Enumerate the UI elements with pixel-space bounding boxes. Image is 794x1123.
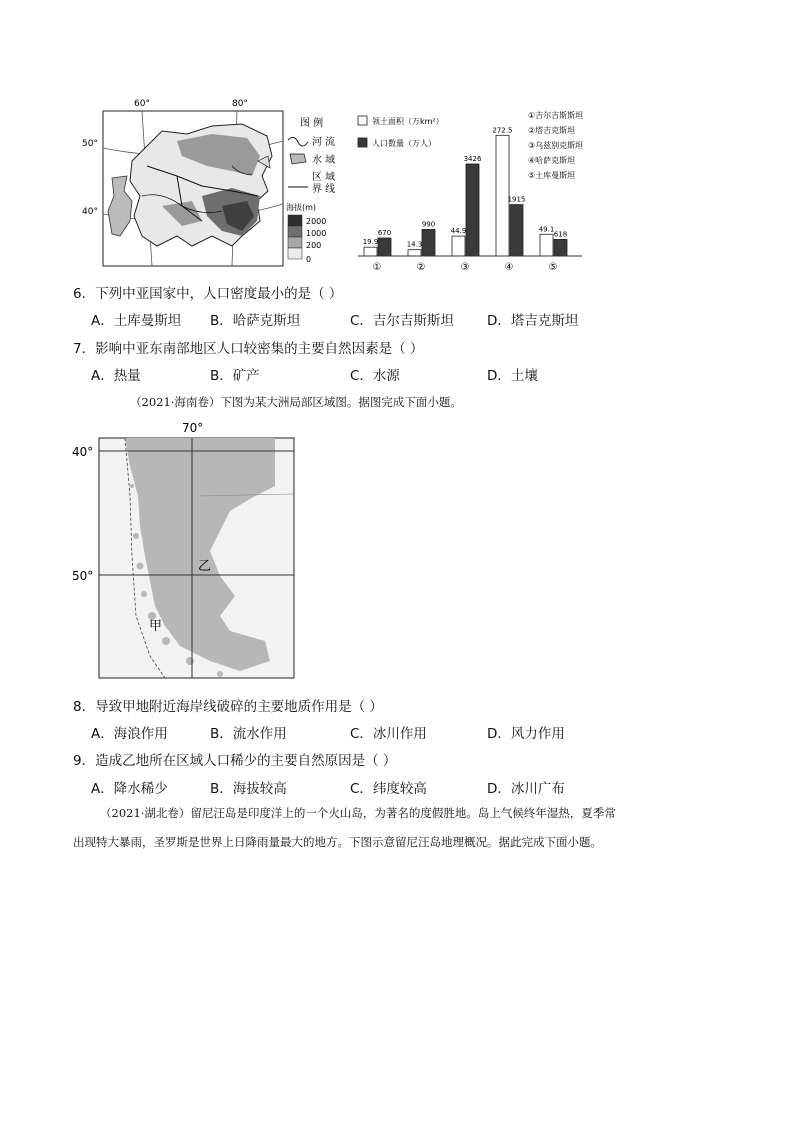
country-legend-1: ①吉尔吉斯斯坦 [528, 111, 584, 120]
bar-area-5 [540, 234, 553, 256]
map2-lat-label-50: 50° [72, 569, 94, 583]
bar-population-3 [466, 164, 479, 256]
legend-pop-label: 人口数量（万人） [372, 139, 436, 148]
legend-area-swatch [358, 116, 367, 125]
legend-river: 河 流 [312, 137, 336, 148]
q8-stem: 8．导致甲地附近海岸线破碎的主要地质作用是（ ） [73, 699, 383, 715]
country-legend-5: ⑤土库曼斯坦 [528, 171, 576, 180]
elevation-swatch-2000 [288, 215, 302, 226]
legend-pop-swatch [358, 138, 367, 147]
q7-stem: 7．影响中亚东南部地区人口较密集的主要自然因素是（ ） [73, 341, 424, 357]
q9-option-d[interactable]: D．冰川广布 [487, 781, 565, 797]
category-label-5: ⑤ [548, 262, 558, 273]
elevation-swatch-0 [288, 248, 302, 259]
map2-lat-label-40: 40° [72, 445, 94, 459]
patagonia-map-svg [70, 416, 300, 686]
q6-option-b[interactable]: B．哈萨克斯坦 [210, 313, 301, 329]
lat-label-50: 50° [82, 139, 98, 149]
lon-label-60: 60° [134, 99, 150, 109]
q8-option-c[interactable]: C．冰川作用 [350, 726, 427, 742]
river-symbol-icon [288, 137, 308, 146]
q6-option-d[interactable]: D．塔吉克斯坦 [487, 313, 579, 329]
bar-area-3 [452, 236, 465, 256]
q8-option-b[interactable]: B．流水作用 [210, 726, 287, 742]
q7-option-a[interactable]: A．热量 [91, 368, 141, 384]
intro-hubei-line2: 出现特大暴雨，圣罗斯是世界上日降雨量最大的地方。下图示意留尼汪岛地理概况。据此完成下面小题。 [73, 835, 602, 849]
label-population-2: 990 [421, 220, 436, 229]
label-area-3: 44.9 [450, 227, 467, 236]
place-label-jia: 甲 [149, 619, 163, 634]
q7-option-c[interactable]: C．水源 [350, 368, 400, 384]
legend-title: 图 例 [300, 118, 324, 129]
q8-option-d[interactable]: D．风力作用 [487, 726, 565, 742]
label-population-1: 670 [377, 229, 392, 238]
chart-svg [350, 106, 612, 276]
bar-population-5 [554, 239, 567, 256]
q9-option-c[interactable]: C．纬度较高 [350, 781, 427, 797]
legend-boundary: 界 线 [312, 184, 336, 195]
water-symbol-icon [290, 154, 306, 164]
category-label-1: ① [372, 262, 382, 273]
label-population-3: 3426 [463, 154, 482, 163]
elevation-swatch-200 [288, 237, 302, 248]
elevation-label-1000: 1000 [306, 229, 327, 238]
legend-water: 水 域 [312, 155, 336, 166]
elevation-label-0: 0 [306, 255, 312, 264]
category-label-2: ② [416, 262, 426, 273]
bar-area-2 [408, 250, 421, 256]
q6-option-a[interactable]: A．土库曼斯坦 [91, 313, 182, 329]
patagonia-map [70, 416, 300, 686]
q7-option-b[interactable]: B．矿产 [210, 368, 260, 384]
country-legend-2: ②塔吉克斯坦 [528, 126, 576, 135]
bar-population-4 [510, 205, 523, 256]
elevation-title: 海拔(m) [286, 203, 317, 212]
label-population-4: 1915 [507, 195, 526, 204]
label-area-4: 272.5 [492, 126, 513, 135]
elevation-label-2000: 2000 [306, 217, 327, 226]
q8-option-a[interactable]: A．海浪作用 [91, 726, 168, 742]
elevation-swatch-1000 [288, 226, 302, 237]
map1-legend [286, 112, 356, 272]
q6-option-c[interactable]: C．吉尔吉斯斯坦 [350, 313, 454, 329]
place-label-yi: 乙 [198, 559, 212, 574]
intro-hainan: （2021·海南卷）下图为某大洲局部区域图。据图完成下面小题。 [130, 395, 462, 409]
category-label-3: ③ [460, 262, 470, 273]
intro-hubei-line1: （2021·湖北卷）留尼汪岛是印度洋上的一个火山岛，为著名的度假胜地。岛上气候终年湿热，夏季常 [100, 806, 616, 820]
legend-area-label: 领土面积（万km²） [372, 117, 444, 126]
elevation-label-200: 200 [306, 241, 322, 250]
q9-option-a[interactable]: A．降水稀少 [91, 781, 168, 797]
lon-label-80: 80° [232, 99, 248, 109]
q7-option-d[interactable]: D．土壤 [487, 368, 538, 384]
lat-label-40: 40° [82, 207, 98, 217]
map1-legend-svg [286, 112, 356, 272]
country-legend-3: ③乌兹别克斯坦 [528, 141, 584, 150]
label-area-1: 19.9 [362, 238, 379, 247]
legend-region: 区 域 [312, 172, 336, 183]
q9-option-b[interactable]: B．海拔较高 [210, 781, 287, 797]
q9-stem: 9．造成乙地所在区域人口稀少的主要自然原因是（ ） [73, 753, 397, 769]
bar-population-2 [422, 229, 435, 256]
bar-area-1 [364, 247, 377, 256]
q6-stem: 6．下列中亚国家中，人口密度最小的是（ ） [73, 286, 343, 302]
label-area-2: 14.3 [406, 240, 423, 249]
label-area-5: 49.1 [538, 225, 555, 234]
map2-lon-label: 70° [182, 421, 204, 435]
category-label-4: ④ [504, 262, 514, 273]
bar-population-1 [378, 238, 391, 256]
country-legend-4: ④哈萨克斯坦 [528, 156, 576, 165]
label-population-5: 618 [553, 230, 568, 239]
population-area-chart [350, 106, 612, 276]
